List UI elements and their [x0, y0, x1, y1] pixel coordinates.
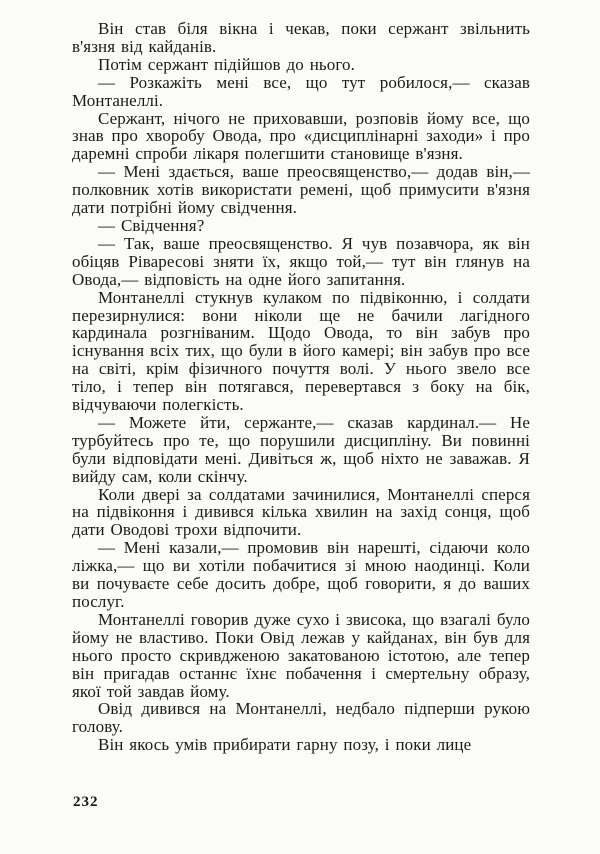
body-text	[72, 20, 530, 754]
paragraph: — Мені здається, ваше преосвященство,— додав він,— полковник хотів використати ремені, щоб примусити в'язня дати потрібні йому свідчення.	[72, 162, 530, 218]
paragraph: — Розкажіть мені все, що тут робилося,— сказав Монтанеллі.	[72, 72, 530, 110]
paragraph: — Свідчення?	[98, 215, 205, 235]
paragraph: Він став біля вікна і чекав, поки сержант звільнить в'язня від кайданів.	[72, 19, 530, 56]
paragraph: — Так, ваше преосвященство. Я чув позавчора, як він обіцяв Ріваресові зняти їх, якщо той,— тут він глянув на Овода,— відповість на одне його запитання.	[72, 233, 530, 289]
paragraph: Він якось умів прибирати гарну позу, і поки лице	[98, 735, 472, 755]
paragraph: Коли двері за солдатами зачинилися, Монтанеллі сперся на підвіконня і дивився кілька хвилин на захід сонця, щоб дати Оводові трохи відпочити.	[72, 484, 530, 540]
paragraph: Монтанеллі говорив дуже сухо і звисока, що взагалі було йому не властиво. Поки Овід лежав у кайданах, він був для нього просто скривдженою закатованою істотою, але тепер він пригадав останнє їхнє побачення і смертельну образу, якої той завдав йому.	[72, 609, 530, 701]
paragraph: — Можете йти, сержанте,— сказав кардинал.— Не турбуйтесь про те, що порушили дисципліну. Ви повинні були відповідати мені. Дивіться ж, щоб ніхто не заважав. Я вийду сам, коли скінчу.	[72, 412, 530, 486]
paragraph: Монтанеллі стукнув кулаком по підвіконню, і солдати перезирнулися: вони ніколи ще не бачили лагідного кардинала розгніваним. Щодо Овода, то він забув про існування всіх тих, що були в його камері; він забув про все на світі, крім фізичного почуття волі. У нього звело все тіло, і тепер він потягався, перевертався з боку на бік, відчуваючи полегкість.	[72, 287, 530, 415]
paragraph: — Мені казали,— промовив він нарешті, сідаючи коло ліжка,— що ви хотіли побачитися зі мною наодинці. Коли ви почуваєте себе досить добре, щоб говорити, я до ваших послуг.	[72, 538, 530, 611]
paragraph: Потім сержант підійшов до нього.	[98, 54, 355, 74]
paragraph: Овід дивився на Монтанеллі, недбало підперши рукою голову.	[72, 699, 530, 737]
page-number: 232	[73, 794, 99, 810]
paragraph: Сержант, нічого не приховавши, розповів йому все, що знав про хворобу Овода, про «дисциплінарні заходи» і про даремні спроби лікаря полегшити становище в'язня.	[72, 108, 530, 164]
